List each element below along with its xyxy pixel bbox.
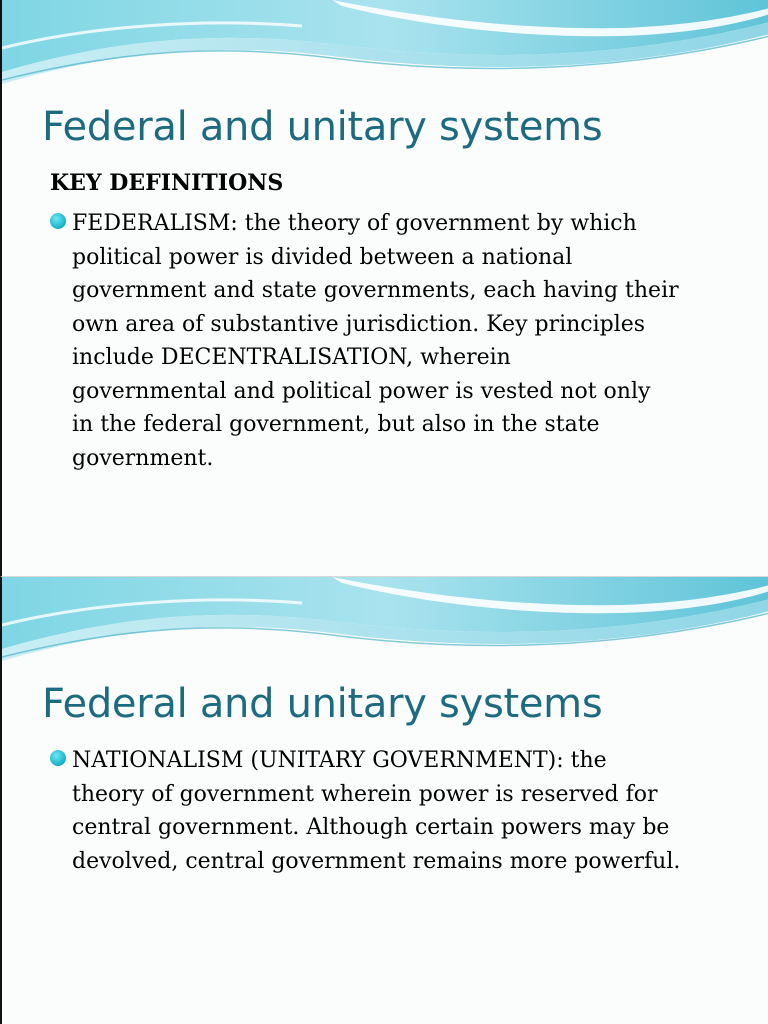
slide-2 [0,576,768,1024]
bullet-line: in the federal government, but also in the state [72,412,600,437]
bullet-icon [50,213,66,229]
bullet-nationalism [50,744,740,878]
bullet-line: include DECENTRALISATION, wherein [72,345,511,370]
bullet-line: theory of government wherein power is reserved for [72,781,658,807]
bullet-text: NATIONALISM (UNITARY GOVERNMENT): the [72,748,607,773]
bullet-icon [50,750,66,766]
bullet-line [50,744,740,778]
bullet-line: own area of substantive jurisdiction. Key principles [72,311,646,337]
bullet-line: devolved, central government remains more powerful. [72,848,681,874]
wave-banner-graphic [2,577,768,673]
bullet-line: central government. Although certain powers may be [72,815,670,840]
bullet-line: governmental and political power is vested not only [72,378,651,404]
bullet-line [50,207,740,241]
slide-title: Federal and unitary systems [42,104,603,150]
bullet-text: FEDERALISM: the theory of government by which [72,211,637,236]
slide-title: Federal and unitary systems [42,681,603,727]
key-definitions-heading: KEY DEFINITIONS [50,170,284,196]
bullet-federalism [50,207,740,475]
bullet-line: political power is divided between a national [72,244,573,270]
wave-banner-graphic [2,0,768,96]
bullet-line: government. [72,445,214,471]
bullet-line: government and state governments, each having their [72,278,679,303]
